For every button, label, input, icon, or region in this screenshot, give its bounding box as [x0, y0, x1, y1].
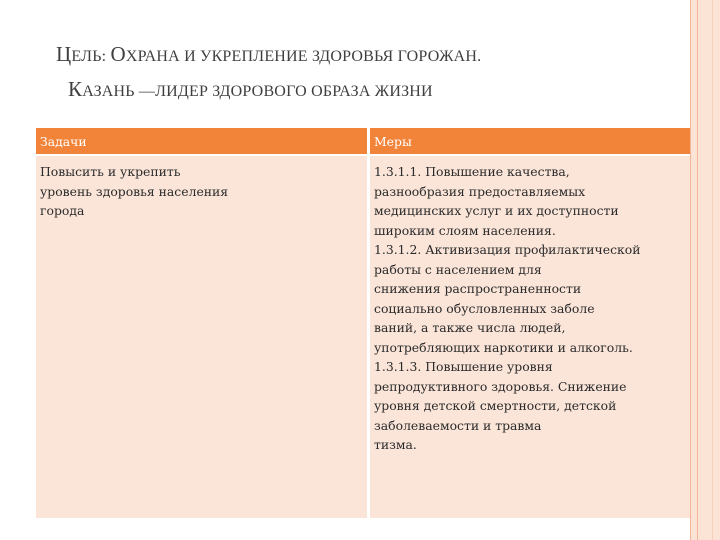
title-text-part: О [110, 42, 126, 66]
cell-text-line: репродуктивного здоровья. Снижение [374, 378, 627, 394]
frame-line [697, 0, 698, 540]
header-tasks: Задачи [36, 128, 369, 155]
cell-text-line: 1.3.1.2. Активизация профилактической [374, 242, 641, 257]
cell-text-line: широким слоям населения. [374, 222, 556, 238]
title-line-2 [56, 73, 676, 108]
frame-line [690, 0, 691, 540]
title-text-part: К [68, 77, 83, 101]
table-row [36, 155, 690, 518]
cell-text-line: города [40, 203, 85, 218]
cell-text-line: 1.3.1.3. Повышение уровня [374, 359, 553, 374]
cell-text-line: 1.3.1.1. Повышение качества, [374, 164, 570, 179]
cell-text-line: ваний, а также числа людей, [374, 320, 566, 335]
frame-line [712, 0, 713, 540]
slide-title [56, 38, 676, 108]
cell-text-line: уровень здоровья населения [40, 183, 229, 199]
table-header-row [36, 128, 690, 155]
cell-text-line: работы с населением для [374, 261, 542, 277]
tasks-measures-table-wrapper [36, 128, 690, 518]
cell-text-line: медицинских услуг и их доступности [374, 203, 619, 218]
cell-text-line: социально обусловленных заболе [374, 300, 595, 316]
title-text-part: Ц [56, 42, 72, 66]
title-line-1 [56, 38, 676, 73]
cell-text-line: уровня детской смертности, детской [374, 398, 617, 413]
title-text-part: : [101, 48, 111, 65]
header-measures: Меры [369, 128, 691, 155]
decorative-frame [690, 0, 720, 540]
title-text-part: ХРАНА И УКРЕПЛЕНИЕ ЗДОРОВЬЯ ГОРОЖАН. [125, 48, 482, 65]
title-text-part: АЗАНЬ [82, 83, 139, 100]
cell-text-line: разнообразия предоставляемых [374, 183, 586, 199]
cell-text-line: употребляющих наркотики и алкоголь. [374, 339, 633, 355]
measures-cell [369, 155, 691, 518]
cell-text-line: Повысить и укрепить [40, 164, 181, 179]
cell-text-line: тизма. [374, 437, 417, 452]
tasks-cell [36, 155, 369, 518]
title-text-part: —ЛИДЕР ЗДОРОВОГО ОБРАЗА ЖИЗНИ [138, 83, 433, 100]
cell-text-line: снижения распространенности [374, 281, 582, 296]
tasks-measures-table [36, 128, 690, 518]
title-text-part: ЕЛЬ [71, 48, 102, 65]
cell-text-line: заболеваемости и травма [374, 417, 542, 433]
